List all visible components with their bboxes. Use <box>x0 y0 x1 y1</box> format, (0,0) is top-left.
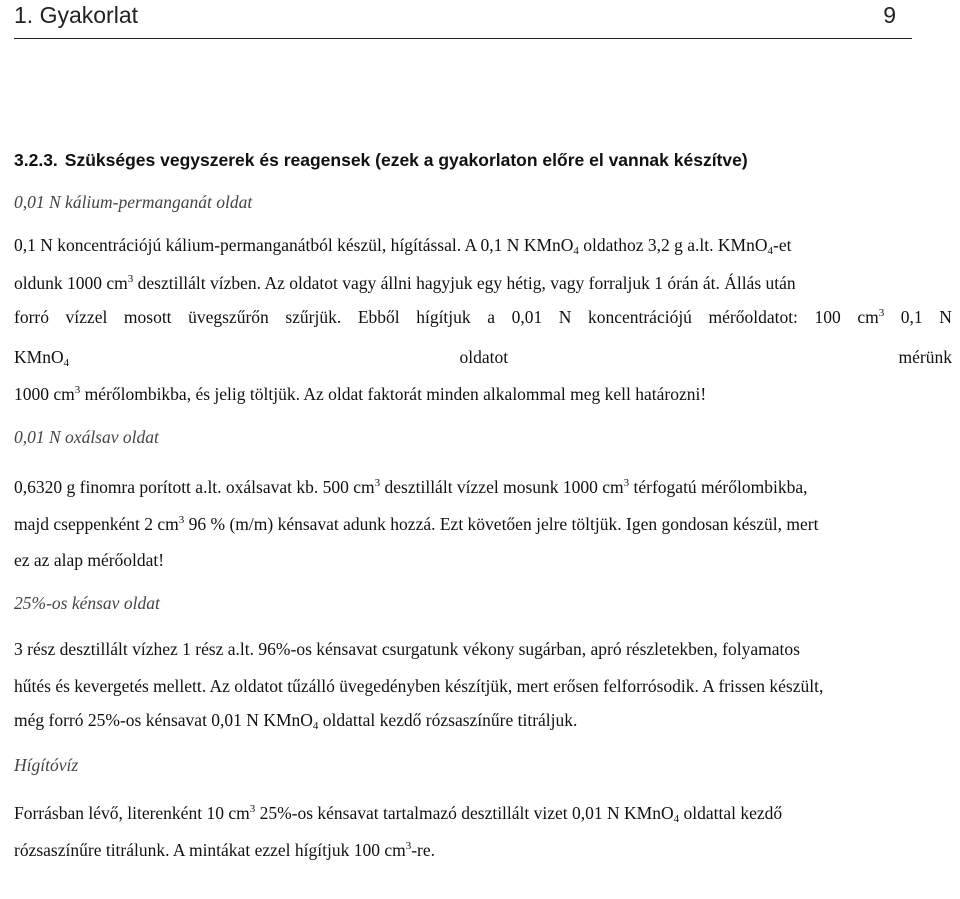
text-run: -et <box>773 235 792 255</box>
text-run: mérőlombikba, és jelig töltjük. Az oldat faktorát minden alkalommal meg kell határozni! <box>80 384 707 404</box>
word: forró <box>14 307 49 327</box>
text-run: rózsaszínűre titrálunk. A mintákat ezzel hígítjuk 100 cm <box>14 840 406 860</box>
word: $cm^3$ <box>857 307 885 327</box>
subscript: 4 <box>673 813 680 825</box>
page-number: 9 <box>883 2 896 28</box>
text-run: oldattal kezdő <box>679 803 783 823</box>
page-header <box>14 0 912 39</box>
superscript: 3 <box>127 273 134 285</box>
paragraph-line <box>14 513 952 535</box>
superscript: 3 <box>178 514 185 526</box>
paragraph-line: hűtés és kevergetés mellett. Az oldatot tűzálló üvegedényben készítjük, mert erősen felforrósodik. A frissen készült, <box>14 676 824 696</box>
text-run: 96 % (m/m) kénsavat adunk hozzá. Ezt követően jelre töltjük. Igen gondosan készül, mert <box>184 514 819 534</box>
superscript: 3 <box>374 477 381 489</box>
text-run: majd cseppenként 2 cm <box>14 514 179 534</box>
text-run: oldathoz 3,2 g a.lt. KMnO <box>578 235 768 255</box>
paragraph-line <box>14 839 952 861</box>
superscript: 3 <box>623 477 630 489</box>
subsection-title-dilution: Hígítóvíz <box>14 755 79 775</box>
word: 0,1 <box>900 307 923 327</box>
text-run: oldattal kezdő rózsaszínűre titráljuk. <box>318 710 578 730</box>
superscript: 3 <box>74 384 81 396</box>
word: mosott <box>123 307 172 327</box>
text-run: mérünk <box>898 347 952 367</box>
text-run: oldunk 1000 cm <box>14 273 128 293</box>
paragraph-line: ez az alap mérőoldat! <box>14 550 165 570</box>
text-run: desztillált vízzel mosunk 1000 cm <box>380 477 624 497</box>
word: mérőoldatot: <box>708 307 798 327</box>
paragraph-line <box>14 272 952 294</box>
word: N <box>939 307 952 327</box>
superscript: 3 <box>878 307 885 319</box>
text-run: még forró 25%-os kénsavat 0,01 N KMnO <box>14 710 313 730</box>
subscript: 4 <box>63 357 70 369</box>
paragraph-line <box>14 234 952 256</box>
text-run: térfogatú mérőlombikba, <box>629 477 808 497</box>
text-run: oldatot <box>459 347 509 367</box>
word: 0,01 <box>511 307 543 327</box>
section-title: Szükséges vegyszerek és reagensek (ezek a gyakorlaton előre el vannak készítve) <box>64 150 748 170</box>
word: hígítjuk <box>416 307 471 327</box>
section-heading <box>14 150 748 171</box>
word: 100 <box>814 307 841 327</box>
text-run: 0,6320 g finomra porított a.lt. oxálsavat kb. 500 cm <box>14 477 375 497</box>
superscript: 3 <box>405 840 412 852</box>
superscript: 3 <box>249 803 256 815</box>
word: vízzel <box>65 307 108 327</box>
word: a <box>487 307 495 327</box>
text-run: -re. <box>411 840 436 860</box>
paragraph-line <box>14 709 952 731</box>
word: Ebből <box>357 307 400 327</box>
word: koncentrációjú <box>587 307 692 327</box>
text-run: KMnO$_4$ <box>14 347 70 369</box>
subsection-title-kmno4: 0,01 N kálium-permanganát oldat <box>14 192 253 212</box>
justified-line <box>14 346 952 368</box>
justified-line <box>14 306 952 328</box>
word: szűrjük. <box>285 307 342 327</box>
paragraph-line <box>14 802 952 824</box>
chapter-title: 1. Gyakorlat <box>14 2 138 28</box>
text-run: desztillált vízben. Az oldatot vagy állni hagyjuk egy hétig, vagy forraljuk 1 órán át. Állás után <box>133 273 796 293</box>
subsection-title-oxalic: 0,01 N oxálsav oldat <box>14 427 159 447</box>
text-run: 25%-os kénsavat tartalmazó desztillált vizet 0,01 N KMnO <box>255 803 674 823</box>
paragraph-line <box>14 476 952 498</box>
subscript: 4 <box>573 245 579 257</box>
section-number: 3.2.3. <box>14 150 58 170</box>
paragraph-line <box>14 383 952 405</box>
subscript: 4 <box>312 720 319 732</box>
text-run: Forrásban lévő, literenként 10 cm <box>14 803 250 823</box>
subscript: 4 <box>767 245 773 257</box>
subsection-title-sulfuric: 25%-os kénsav oldat <box>14 593 160 613</box>
word: N <box>558 307 572 327</box>
paragraph-line: 3 rész desztillált vízhez 1 rész a.lt. 96%-os kénsavat csurgatunk vékony sugárban, apró részletekben, folyamatos <box>14 639 800 659</box>
word: üvegszűrőn <box>188 307 269 327</box>
text-run: 1000 cm <box>14 384 75 404</box>
text-run: 0,1 N koncentrációjú kálium-permanganátból készül, hígítással. A 0,1 N KMnO <box>14 235 574 255</box>
